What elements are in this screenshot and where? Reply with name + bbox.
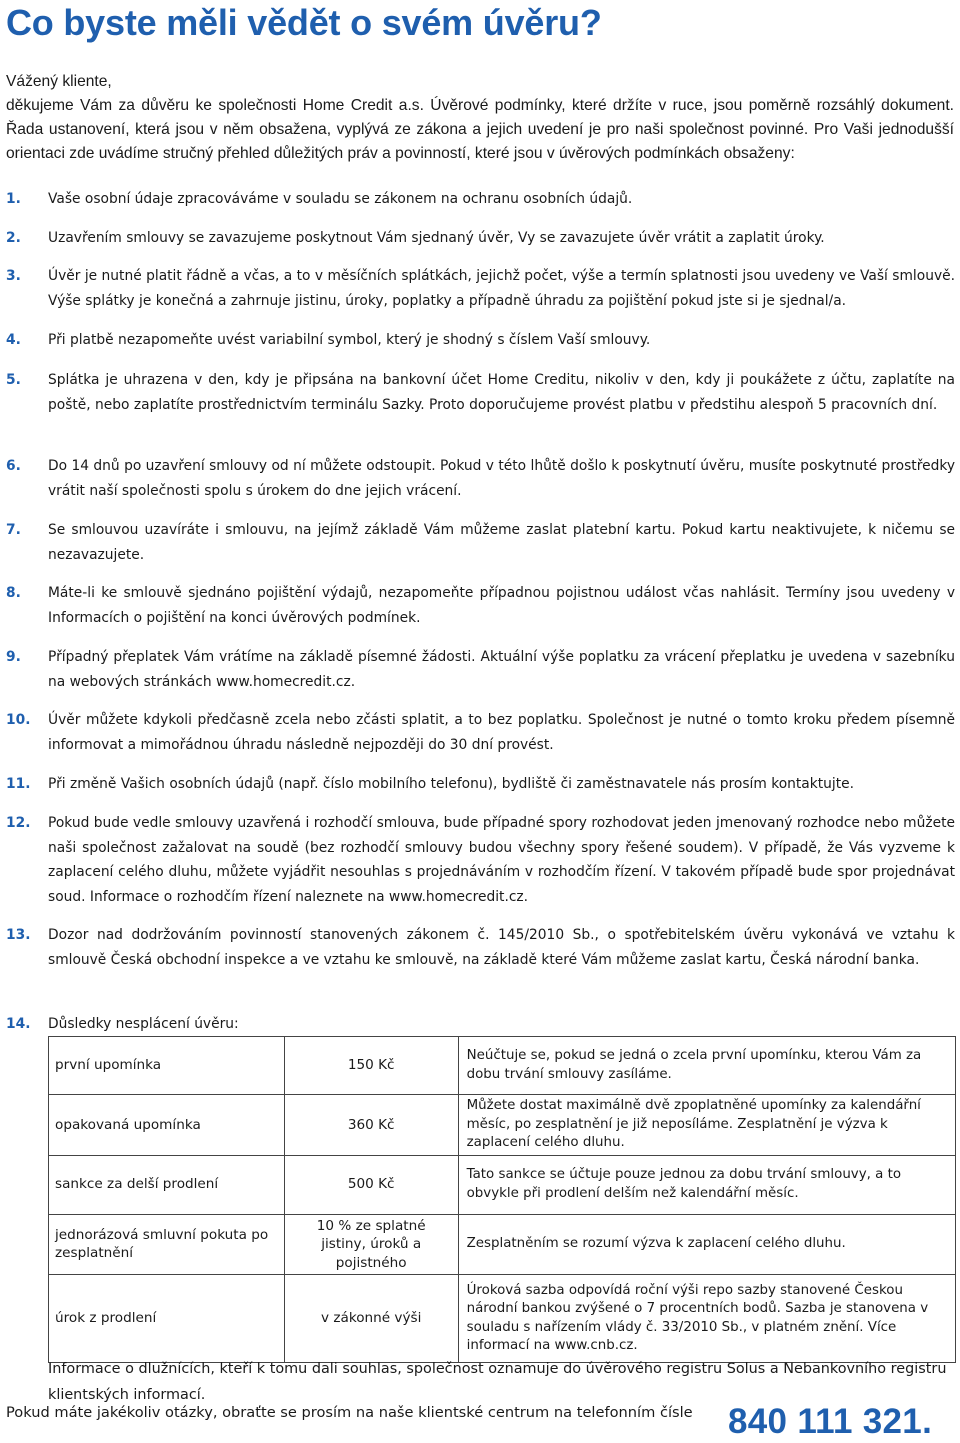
item-text: Splátka je uhrazena v den, kdy je připsána na bankovní účet Home Creditu, nikoliv v den, kdy ji poukážete z účtu, zaplatíte na poště, nebo zaplatíte prostřednictvím terminálu Sazky. Proto doporučujeme provést platbu v předstihu alespoň 5 pracovních dní. [48, 372, 955, 413]
fee-description: Tato sankce se účtuje pouze jednou za dobu trvání smlouvy, a to obvykle při prodlení delším než kalendářní měsíc. [458, 1155, 955, 1214]
fee-amount: 150 Kč [284, 1037, 458, 1095]
table-row [49, 1214, 956, 1275]
item-number: 1. [6, 191, 21, 207]
registry-note: Informace o dlužnících, kteří k tomu dali souhlas, společnost oznamuje do úvěrového registru Solus a Nebankovního registru klientských informací. [48, 1361, 947, 1403]
item-number: 2. [6, 230, 21, 246]
table-row [49, 1155, 956, 1214]
footer-text: Pokud máte jakékoliv otázky, obraťte se prosím na naše klientské centrum na telefonním čísle [6, 1404, 693, 1421]
item-number: 7. [6, 522, 21, 538]
item-number: 4. [6, 332, 21, 348]
item-text: Při platbě nezapomeňte uvést variabilní symbol, který je shodný s číslem Vaší smlouvy. [48, 332, 651, 348]
intro [6, 70, 954, 166]
table-row [49, 1095, 956, 1156]
item-text: Případný přeplatek Vám vrátíme na základě písemné žádosti. Aktuální výše poplatku za vrácení přeplatku je uvedena v sazebníku na webových stránkách www.homecredit.cz. [48, 649, 955, 690]
fee-amount: 500 Kč [284, 1155, 458, 1214]
item-text: Vaše osobní údaje zpracováváme v souladu se zákonem na ochranu osobních údajů. [48, 191, 633, 207]
intro-paragraph: děkujeme Vám za důvěru ke společnosti Home Credit a.s. Úvěrové podmínky, které držíte v ruce, jsou poměrně rozsáhlý dokument. Řada ustanovení, která jsou v něm obsažena, vyplývá ze zákona a jejich uvedení je pro naši společnost povinné. Pro Vaši jednodušší orientaci zde uvádíme stručný přehled důležitých práv a povinností, které jsou v úvěrových podmínkách obsaženy: [6, 97, 954, 162]
fee-name: opakovaná upomínka [49, 1095, 285, 1156]
table-row [49, 1275, 956, 1363]
fee-description: Zesplatněním se rozumí výzva k zaplacení celého dluhu. [458, 1214, 955, 1275]
item-text: Se smlouvou uzavíráte i smlouvu, na jejímž základě Vám můžeme zaslat platební kartu. Pokud kartu neaktivujete, k ničemu se nezavazujete. [48, 522, 955, 563]
page-title: Co byste měli vědět o svém úvěru? [6, 2, 602, 43]
item-number: 3. [6, 268, 21, 284]
item-number: 10. [6, 712, 31, 728]
item-number: 8. [6, 585, 21, 601]
fee-amount: 360 Kč [284, 1095, 458, 1156]
fee-name: úrok z prodlení [49, 1275, 285, 1363]
fee-name: první upomínka [49, 1037, 285, 1095]
consequences-table [48, 1036, 956, 1363]
table-row [49, 1037, 956, 1095]
item-text: Do 14 dnů po uzavření smlouvy od ní můžete odstoupit. Pokud v této lhůtě došlo k poskytnutí úvěru, musíte poskytnuté prostředky vrátit naší společnosti spolu s úrokem do dne jejich vrácení. [48, 458, 955, 499]
item-number: 12. [6, 815, 31, 831]
item-number: 14. [6, 1016, 31, 1032]
greeting: Vážený kliente, [6, 73, 112, 90]
fee-amount: 10 % ze splatné jistiny, úroků a pojistného [284, 1214, 458, 1275]
item-number: 11. [6, 776, 31, 792]
item-number: 6. [6, 458, 21, 474]
fee-description: Úroková sazba odpovídá roční výši repo sazby stanovené Českou národní bankou zvýšené o 7 procentních bodů. Sazba je stanovena v souladu s nařízením vlády č. 33/2010 Sb., v platném znění. Více informací na www.cnb.cz. [458, 1275, 955, 1363]
fee-name: sankce za delší prodlení [49, 1155, 285, 1214]
fee-description: Můžete dostat maximálně dvě zpoplatněné upomínky za kalendářní měsíc, po zesplatnění je již neposíláme. Zesplatnění je výzva k zaplacení celého dluhu. [458, 1095, 955, 1156]
fee-name: jednorázová smluvní pokuta po zesplatnění [49, 1214, 285, 1275]
item-number: 9. [6, 649, 21, 665]
item-text: Dozor nad dodržováním povinností stanovených zákonem č. 145/2010 Sb., o spotřebitelském úvěru vykonává ve vztahu k smlouvě Česká obchodní inspekce a ve vztahu ke smlouvě, na základě které Vám můžeme zaslat kartu, Česká národní banka. [48, 927, 955, 968]
item-text: Při změně Vašich osobních údajů (např. číslo mobilního telefonu), bydliště či zaměstnavatele nás prosím kontaktujte. [48, 776, 855, 792]
item-number: 5. [6, 372, 21, 388]
phone-number: 840 111 321. [728, 1402, 933, 1441]
footer [6, 1402, 956, 1441]
item-text: Uzavřením smlouvy se zavazujeme poskytnout Vám sjednaný úvěr, Vy se zavazujete úvěr vrátit a zaplatit úroky. [48, 230, 825, 246]
item-text: Úvěr je nutné platit řádně a včas, a to v měsíčních splátkách, jejichž počet, výše a termín splatnosti jsou uvedeny ve Vaší smlouvě. Výše splátky je konečná a zahrnuje jistinu, úroky, poplatky a případně úhradu za pojištění pokud jste si je sjednal/a. [48, 268, 955, 309]
fee-description: Neúčtuje se, pokud se jedná o zcela první upomínku, kterou Vám za dobu trvání smlouvy zasíláme. [458, 1037, 955, 1095]
item-text: Úvěr můžete kdykoli předčasně zcela nebo zčásti splatit, a to bez poplatku. Společnost je nutné o tomto kroku předem písemně informovat a mimořádnou úhradu následně nejpozději do 30 dní provést. [48, 712, 955, 753]
item-text: Pokud bude vedle smlouvy uzavřená i rozhodčí smlouva, bude případné spory rozhodovat jeden jmenovaný rozhodce nebo můžete naši společnost zažalovat na soudě (bez rozhodčí smlouvy budou všechny spory řešené soudem). V případě, že Vás vyzveme k zaplacení celého dluhu, můžete vyjádřit nesouhlas s projednáváním v rozhodčím řízení. V takovém případě bude spor projednávat soud. Informace o rozhodčím řízení naleznete na www.homecredit.cz. [48, 815, 955, 905]
item-number: 13. [6, 927, 31, 943]
fee-amount: v zákonné výši [284, 1275, 458, 1363]
item-text: Důsledky nesplácení úvěru: [48, 1016, 239, 1032]
item-text: Máte-li ke smlouvě sjednáno pojištění výdajů, nezapomeňte případnou pojistnou událost včas nahlásit. Termíny jsou uvedeny v Informacích o pojištění na konci úvěrových podmínek. [48, 585, 955, 626]
